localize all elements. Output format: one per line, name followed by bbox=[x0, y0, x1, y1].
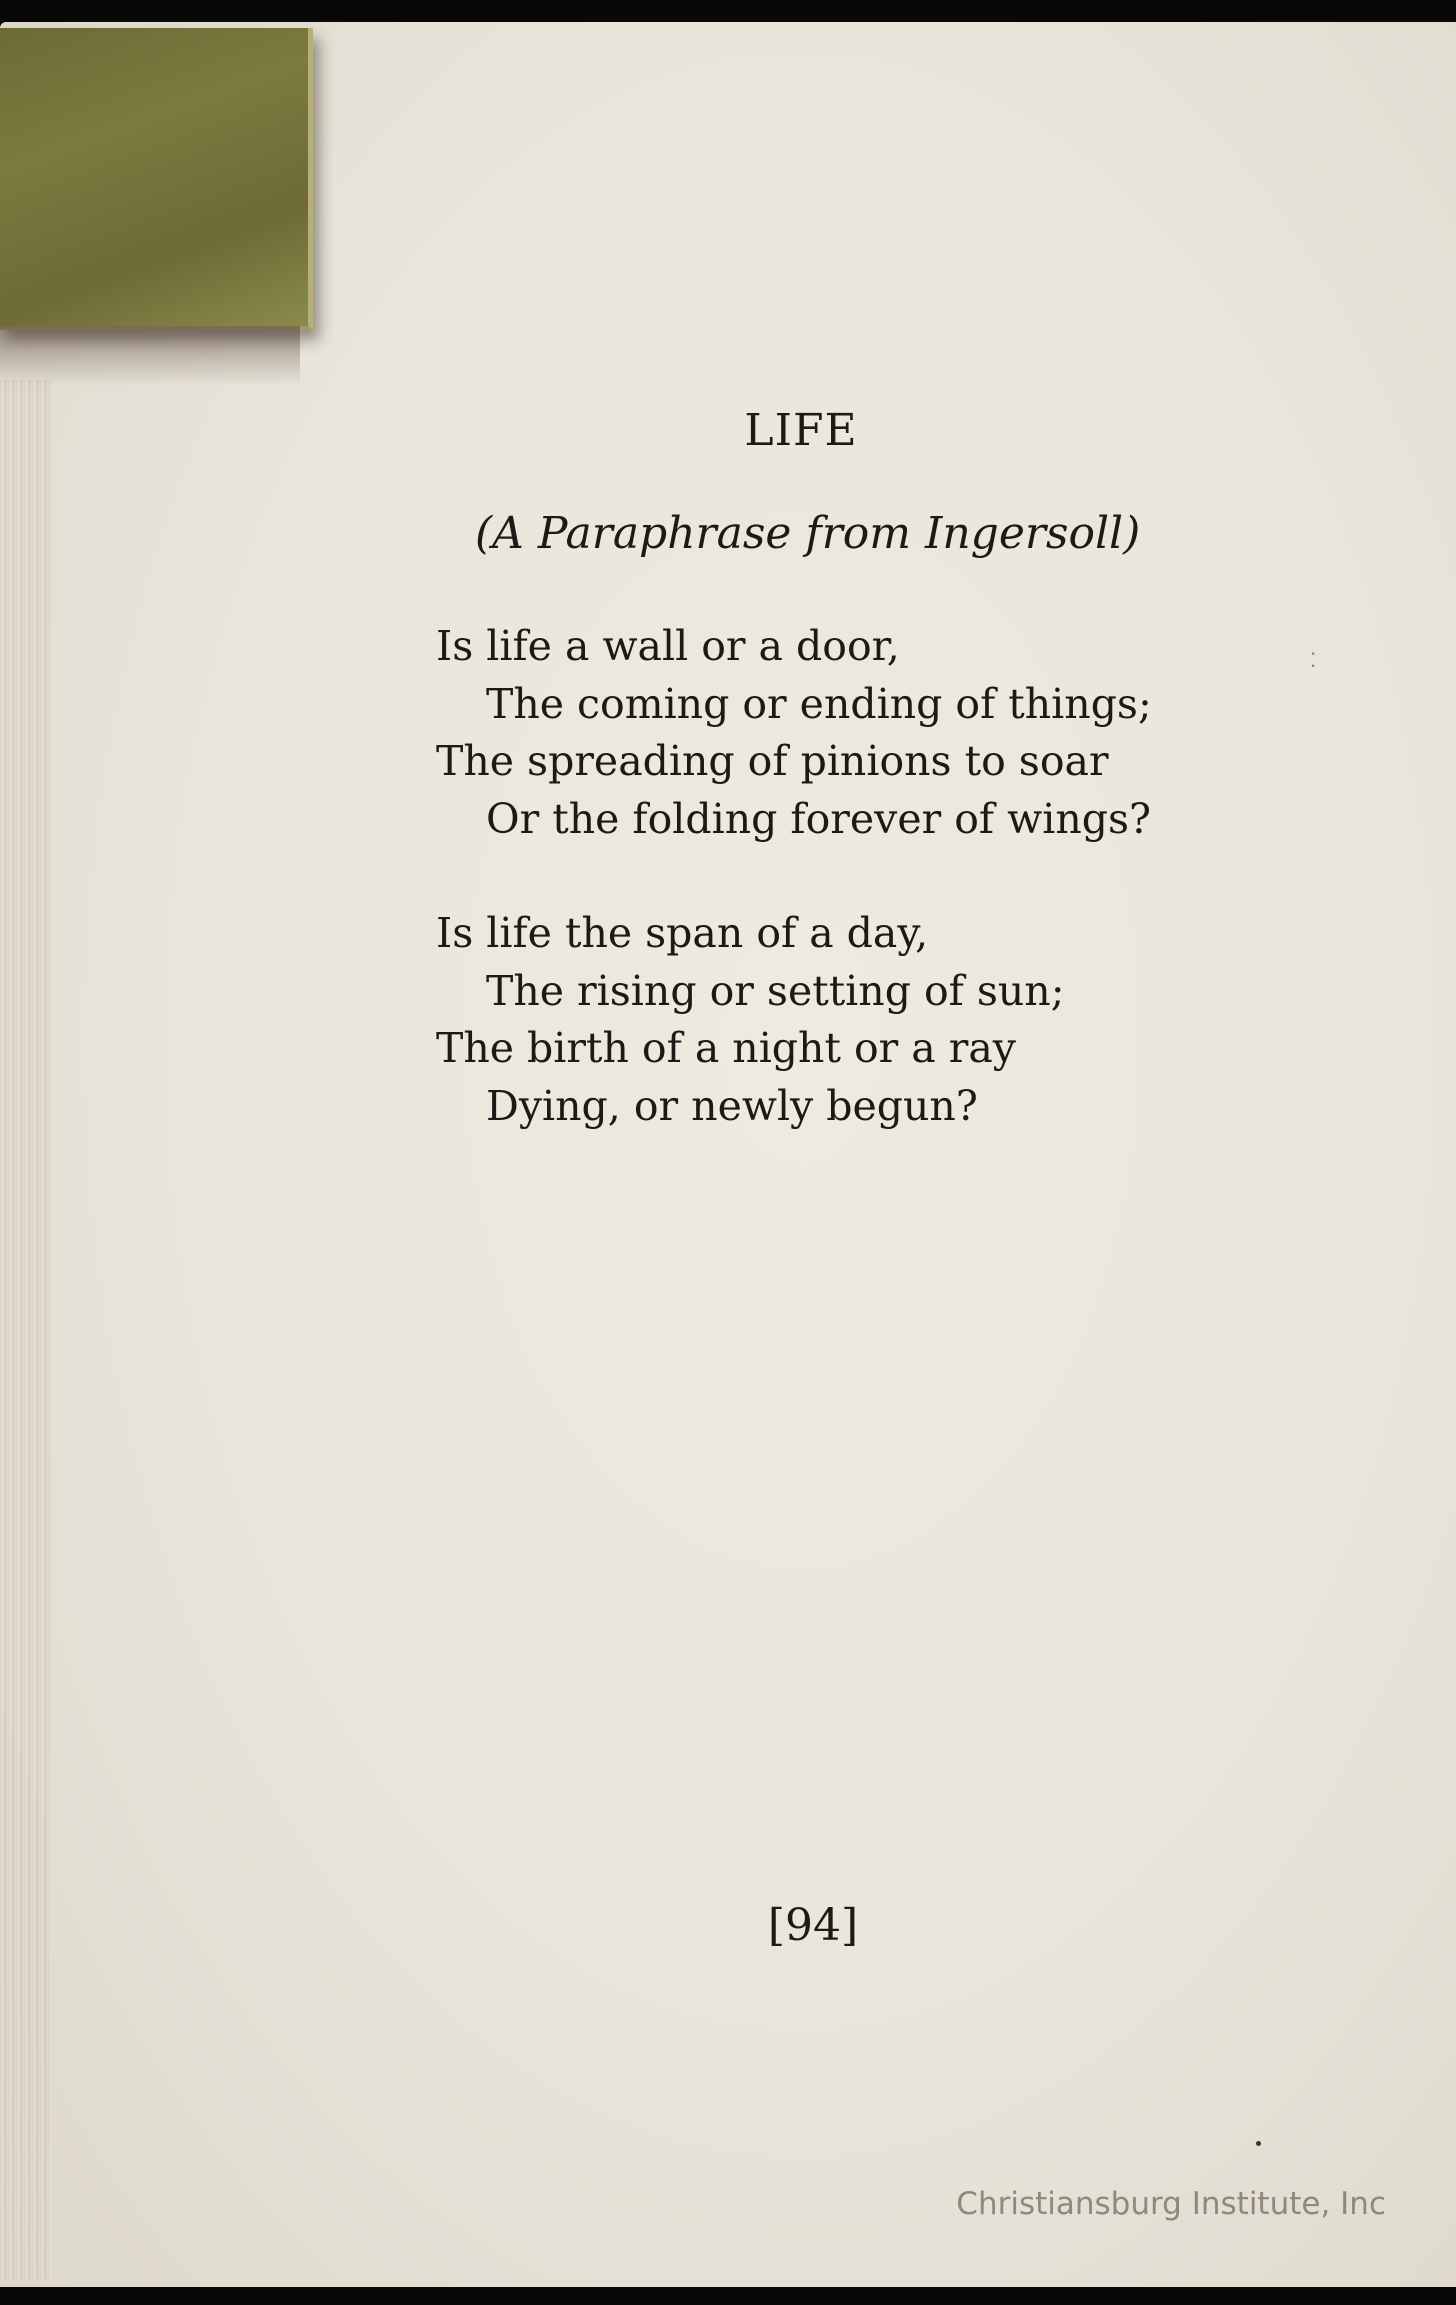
poem-line: Is life the span of a day, bbox=[436, 909, 929, 957]
watermark-text: Christiansburg Institute, Inc bbox=[956, 2186, 1386, 2222]
poem-line: The coming or ending of things; bbox=[486, 679, 1152, 728]
stanza-2 bbox=[436, 905, 1065, 1135]
paper-speck bbox=[1256, 2141, 1261, 2146]
poem-line: Or the folding forever of wings? bbox=[486, 794, 1151, 843]
poem-line: Is life a wall or a door, bbox=[436, 622, 900, 670]
bookmark-ribbon bbox=[0, 28, 313, 330]
poem-line: Dying, or newly begun? bbox=[486, 1081, 978, 1130]
poem-line: The spreading of pinions to soar bbox=[436, 737, 1109, 785]
margin-mark: ⁚ bbox=[1310, 648, 1317, 672]
page-number: [94] bbox=[767, 1900, 859, 1951]
poem-line: The rising or setting of sun; bbox=[486, 966, 1065, 1015]
stanza-1 bbox=[436, 618, 1152, 848]
poem-title: LIFE bbox=[744, 405, 858, 456]
poem-subtitle: (A Paraphrase from Ingersoll) bbox=[475, 508, 1141, 559]
bookmark-shadow bbox=[0, 326, 300, 386]
page-edges bbox=[0, 380, 52, 2280]
poem-line: The birth of a night or a ray bbox=[436, 1024, 1016, 1072]
